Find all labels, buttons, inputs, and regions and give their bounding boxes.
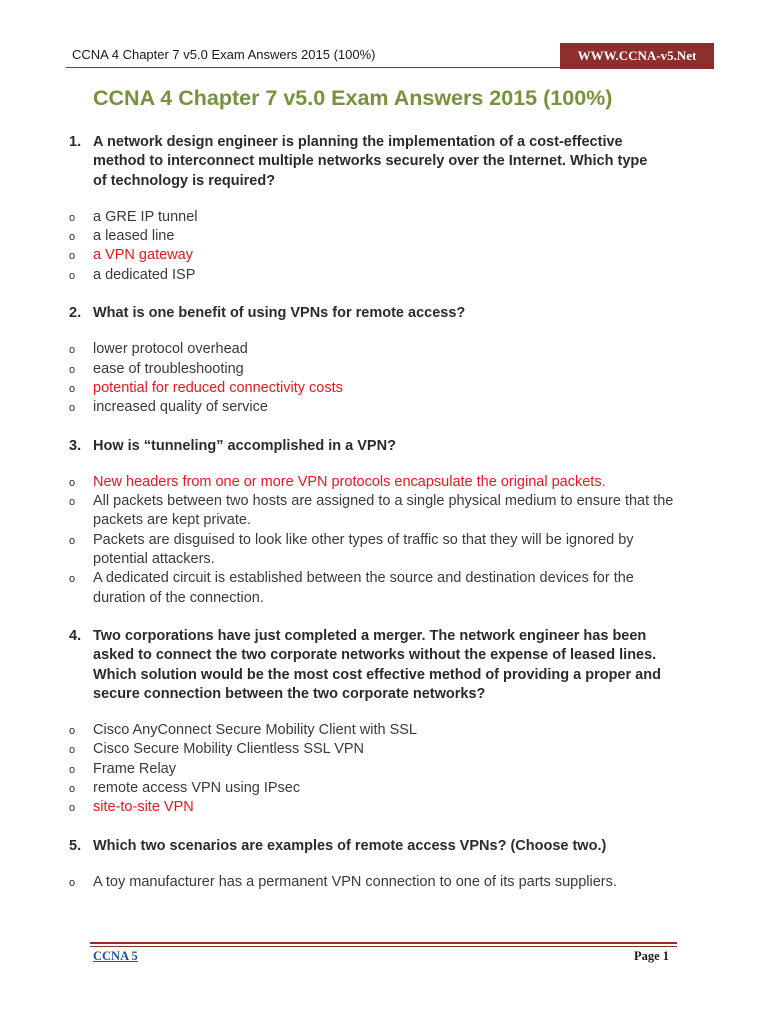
- bullet-icon: o: [69, 476, 76, 489]
- page-number: Page 1: [634, 949, 670, 963]
- question-text: What is one benefit of using VPNs for remote access?: [93, 305, 466, 322]
- document-title: CCNA 4 Chapter 7 v5.0 Exam Answers 2015 (100%): [93, 86, 613, 110]
- question-2: [0, 304, 768, 417]
- site-badge[interactable]: [560, 43, 714, 69]
- answer-option-text: All packets between two hosts are assigned to a single physical medium to ensure that the packets are kept private.: [93, 493, 674, 529]
- bullet-icon: o: [69, 363, 76, 376]
- question-1: [0, 133, 768, 285]
- bullet-icon: o: [69, 496, 76, 509]
- question-text: A network design engineer is planning the implementation of a cost-effective method to interconnect multiple networks securely over the Internet. Which type of technology is required?: [93, 134, 648, 189]
- answer-option: [0, 531, 768, 570]
- question-number: 1.: [69, 134, 82, 150]
- bullet-icon: o: [69, 783, 76, 796]
- answer-option-correct: [0, 246, 768, 265]
- question-text: Two corporations have just completed a merger. The network engineer has been asked to connect the two corporate networks without the expense of leased lines. Which solution would be the most cost effective method of providing a proper and secure connection between the two corporate networks?: [93, 627, 661, 702]
- question-number: 2.: [69, 305, 82, 322]
- footer-divider-thin: [90, 946, 677, 947]
- bullet-icon: o: [69, 763, 76, 776]
- question-5: [0, 837, 768, 893]
- question-number: 4.: [69, 627, 82, 644]
- answer-option: [0, 721, 768, 740]
- answer-option: [0, 569, 768, 608]
- answer-option-text: potential for reduced connectivity costs: [93, 379, 343, 396]
- answer-option-correct: [0, 798, 768, 817]
- answer-option-text: a GRE IP tunnel: [93, 208, 198, 225]
- answer-option-text: increased quality of service: [93, 399, 268, 416]
- answer-option: [0, 492, 768, 531]
- answer-option-text: a dedicated ISP: [93, 266, 196, 283]
- question-text: How is “tunneling” accomplished in a VPN?: [93, 437, 396, 454]
- answer-option: [0, 208, 768, 227]
- answer-option: [0, 340, 768, 359]
- answer-option-correct: [0, 473, 768, 492]
- question-4: [0, 627, 768, 818]
- question-list: [0, 133, 768, 911]
- answer-option-correct: [0, 379, 768, 398]
- answer-option-text: lower protocol overhead: [93, 341, 248, 358]
- answer-option-text: a leased line: [93, 228, 175, 245]
- bullet-icon: o: [69, 744, 76, 757]
- answer-options: [0, 208, 768, 285]
- answer-option-text: A dedicated circuit is established between the source and destination devices for the duration of the connection.: [93, 570, 634, 606]
- footer-divider: [90, 942, 677, 944]
- answer-option-text: Packets are disguised to look like other types of traffic so that they will be ignored by potential attackers.: [93, 531, 634, 568]
- answer-option: [0, 360, 768, 379]
- answer-options: [0, 873, 768, 892]
- bullet-icon: o: [69, 269, 76, 282]
- answer-option: [0, 398, 768, 417]
- header-title: CCNA 4 Chapter 7 v5.0 Exam Answers 2015 (100%): [72, 47, 376, 62]
- answer-option: [0, 779, 768, 798]
- answer-options: [0, 340, 768, 417]
- question-number: 3.: [69, 437, 82, 454]
- bullet-icon: o: [69, 344, 76, 357]
- answer-option: [0, 266, 768, 285]
- answer-option-text: a VPN gateway: [93, 247, 193, 264]
- header-divider: [66, 67, 560, 68]
- answer-option-text: remote access VPN using IPsec: [93, 780, 301, 797]
- answer-option-text: Cisco Secure Mobility Clientless SSL VPN: [93, 741, 365, 758]
- answer-option-text: A toy manufacturer has a permanent VPN connection to one of its parts suppliers.: [93, 873, 617, 890]
- bullet-icon: o: [69, 382, 76, 395]
- bullet-icon: o: [69, 250, 76, 263]
- answer-option-text: Frame Relay: [93, 760, 176, 777]
- bullet-icon: o: [69, 573, 76, 586]
- answer-option-text: site-to-site VPN: [93, 799, 194, 816]
- footer-link[interactable]: CCNA 5: [93, 949, 138, 963]
- answer-options: [0, 473, 768, 608]
- answer-options: [0, 721, 768, 817]
- answer-option: [0, 227, 768, 246]
- bullet-icon: o: [69, 211, 76, 224]
- question-text: Which two scenarios are examples of remote access VPNs? (Choose two.): [93, 837, 607, 854]
- question-number: 5.: [69, 837, 82, 854]
- question-3: [0, 437, 768, 608]
- site-badge-label: WWW.CCNA-v5.Net: [577, 48, 697, 63]
- bullet-icon: o: [69, 534, 76, 547]
- answer-option: [0, 760, 768, 779]
- bullet-icon: o: [69, 725, 76, 738]
- bullet-icon: o: [69, 876, 76, 889]
- answer-option-text: New headers from one or more VPN protocols encapsulate the original packets.: [93, 473, 606, 490]
- bullet-icon: o: [69, 231, 76, 244]
- answer-option-text: Cisco AnyConnect Secure Mobility Client with SSL: [93, 722, 417, 739]
- bullet-icon: o: [69, 402, 76, 415]
- answer-option-text: ease of troubleshooting: [93, 360, 244, 377]
- answer-option: [0, 740, 768, 759]
- bullet-icon: o: [69, 802, 76, 815]
- answer-option: [0, 873, 768, 892]
